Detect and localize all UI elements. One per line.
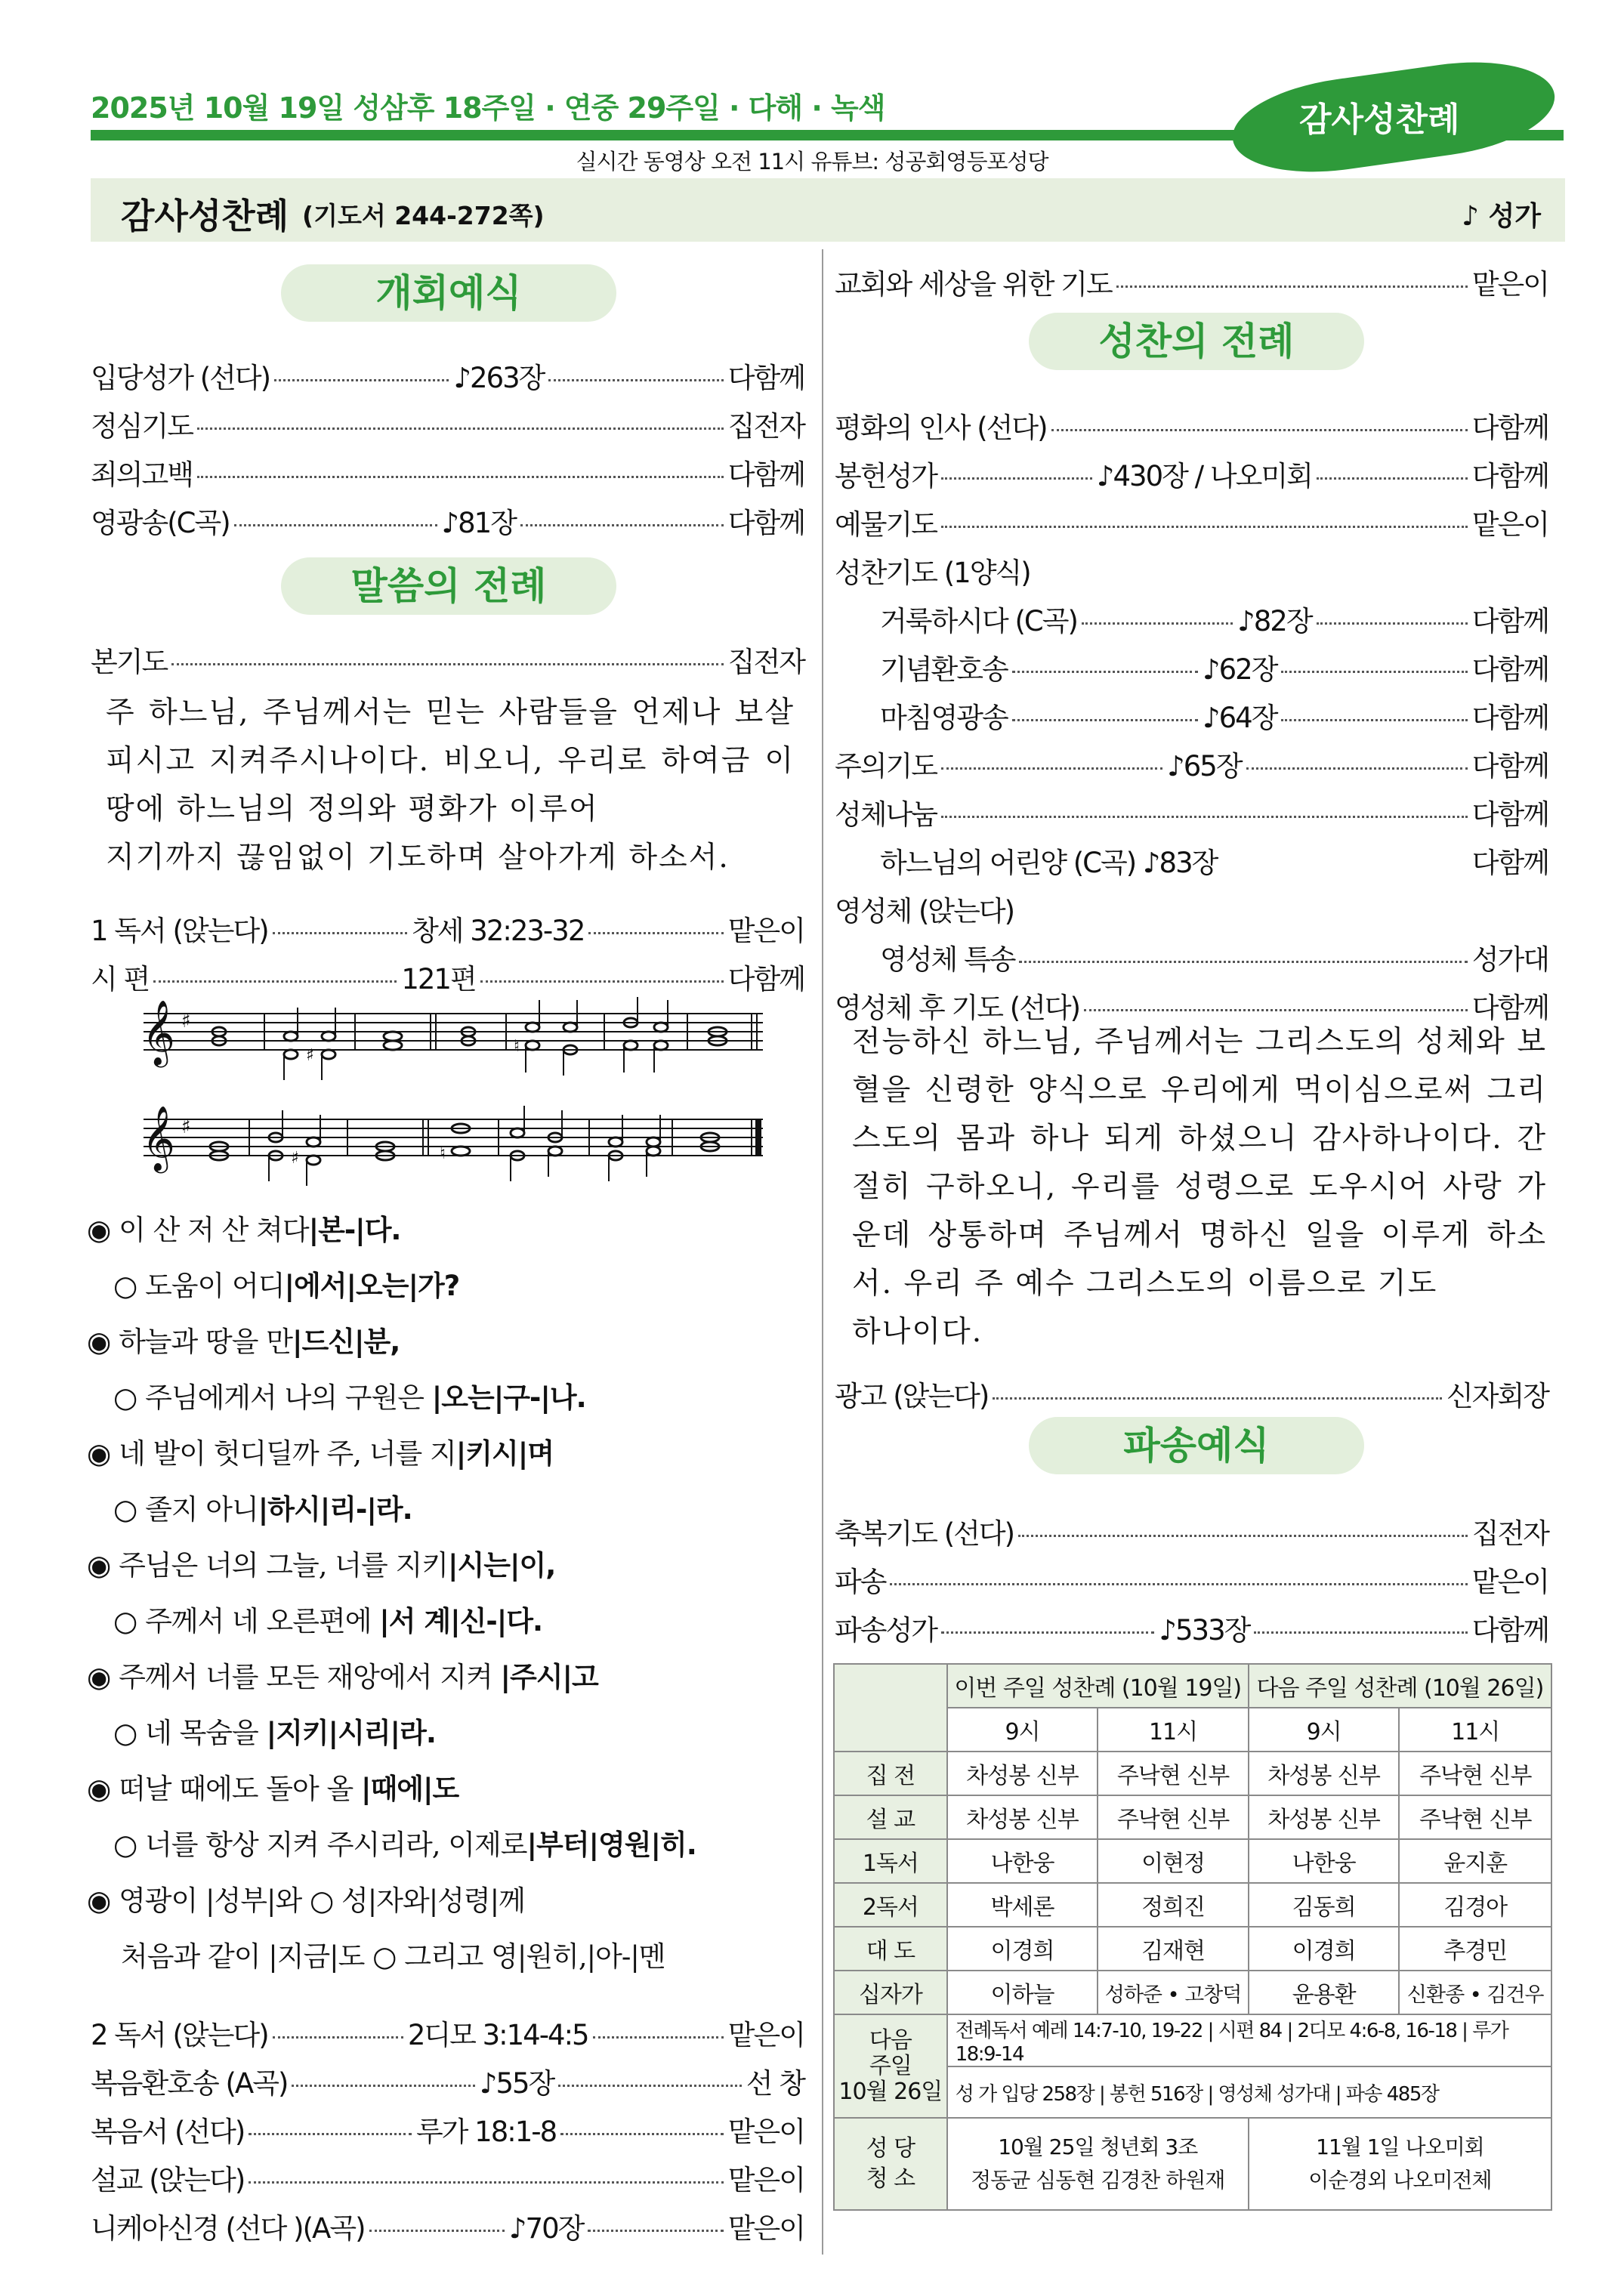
- section-dismissal: 파송예식: [1029, 1417, 1364, 1474]
- table-row: 십자가 이하늘 성하준 • 고창덕 윤용환 신환종 • 김건우: [834, 1971, 1551, 2014]
- table-row: 2독서 박세론 정희진 김동희 김경아: [834, 1883, 1551, 1927]
- order-row: 거룩하시다 (C곡) ♪82장 다함께: [880, 605, 1548, 637]
- date-line: 2025년 10월 19일 성삼후 18주일 · 연중 29주일 · 다해 · 녹색: [91, 91, 885, 125]
- page-title: 감사성찬례: [121, 196, 289, 236]
- order-row: 영성체 특송 성가대: [880, 943, 1548, 976]
- table-row: 집 전 차성봉 신부 주낙현 신부 차성봉 신부 주낙현 신부: [834, 1752, 1551, 1795]
- svg-text:𝄞: 𝄞: [142, 1000, 175, 1065]
- next-sunday-label: 다음 주일 10월 26일: [834, 2014, 947, 2118]
- hymn-list: 성 가 입당 258장 | 봉헌 516장 | 영성체 성가대 | 파송 485장: [947, 2066, 1551, 2118]
- table-row: [834, 1664, 1551, 1708]
- table-row: 1독서 나한웅 이현정 나한웅 윤지훈: [834, 1839, 1551, 1883]
- cleaning-this-week: 10월 25일 청년회 3조 정동균 심동현 김경찬 하원재: [947, 2118, 1249, 2210]
- order-row: 죄의고백 다함께: [91, 458, 804, 491]
- collect-prayer: 주 하느님, 주님께서는 믿는 사람들을 언제나 보살피시고 지켜주시나이다. 비오니, 우리로 하여금 이 땅에 하느님의 정의와 평화가 이루어 지기까지 끊임없이 기도하며 살아가게 하소서.: [106, 696, 795, 875]
- svg-text:♮: ♮: [440, 1144, 446, 1163]
- order-row: 파송 맡은이: [835, 1566, 1548, 1598]
- order-row: 시 편 121편 다함께: [91, 963, 805, 995]
- svg-text:♯: ♯: [181, 1116, 191, 1138]
- gloria-verse: 처음과 같이 |지금|도 ○ 그리고 영|원히,|아-|멘: [121, 1940, 665, 1973]
- table-row: [834, 2118, 1551, 2210]
- table-row: [834, 2014, 1551, 2066]
- order-row: 복음환호송 (A곡) ♪55장 선 창: [91, 2067, 804, 2100]
- psalm-verse: ○ 너를 항상 지켜 주시리라, 이제로|부터|영원|히.: [113, 1829, 696, 1861]
- order-row: 영성체 (앉는다): [835, 895, 1014, 927]
- order-row: 입당성가 (선다) ♪263장 다함께: [91, 362, 804, 394]
- svg-text:♮: ♮: [514, 1037, 520, 1056]
- order-row: 성찬기도 (1양식): [835, 557, 1030, 589]
- next-week-header: 다음 주일 성찬례 (10월 26일): [1249, 1664, 1551, 1708]
- gloria-verse: ◉ 영광이 |성부|와 ○ 성|자와|성령|께: [87, 1884, 525, 1917]
- order-row: 설교 (앉는다) 맡은이: [91, 2164, 804, 2196]
- order-row: 예물기도 맡은이: [835, 508, 1548, 541]
- psalm-verse: ◉ 이 산 저 산 쳐다|본-|다.: [87, 1214, 401, 1246]
- order-row: 니케아신경 (선다 )(A곡) ♪70장 맡은이: [91, 2212, 804, 2245]
- psalm-verse: ◉ 떠날 때에도 돌아 올 |때에|도: [87, 1773, 459, 1805]
- order-row: 1 독서 (앉는다) 창세 32:23-32 맡은이: [91, 915, 805, 947]
- badge-label: 감사성찬례: [1299, 100, 1460, 139]
- psalm-chant-score: [136, 997, 770, 1201]
- order-row: 교회와 세상을 위한 기도 맡은이: [835, 268, 1548, 301]
- lectionary: 전례독서 예레 14:7-10, 19-22 | 시편 84 | 2디모 4:6-8, 16-18 | 루가 18:9-14: [947, 2014, 1551, 2066]
- psalm-verse: ○ 졸지 아니|하시|리-|라.: [113, 1493, 412, 1526]
- order-row: 2 독서 (앉는다) 2디모 3:14-4:5 맡은이: [91, 2019, 805, 2051]
- psalm-verse: ○ 네 목숨을 |지키|시리|라.: [113, 1717, 436, 1749]
- psalm-verse: ○ 주께서 네 오른편에 |서 계|신-|다.: [113, 1605, 543, 1637]
- psalm-verse: ○ 도움이 어디|에서|오는|가?: [113, 1270, 460, 1302]
- order-row: 정심기도 집전자: [91, 410, 804, 443]
- psalm-verse: ○ 주님에게서 나의 구원은 |오는|구-|나.: [113, 1381, 586, 1414]
- order-row: 봉헌성가 ♪430장 / 나오미회 다함께: [835, 460, 1549, 492]
- post-communion-prayer: 전능하신 하느님, 주님께서는 그리스도의 성체와 보혈을 신령한 양식으로 우리에게 먹이심으로써 그리스도의 몸과 하나 되게 하셨으니 감사하나이다. 간절히 구하오니, 우리를 성령으로 도우시어 사랑 가운데 상통하며 주님께서 명하신 일을 이루게 하소서. 우리 주 예수 그리스도의 이름으로 기도 하나이다.: [852, 1025, 1547, 1349]
- psalm-verse: ◉ 네 발이 헛디딜까 주, 너를 지|키시|며: [87, 1437, 554, 1470]
- order-row: 축복기도 (선다) 집전자: [835, 1517, 1548, 1550]
- cleaning-next-week: 11월 1일 나오미회 이순경외 나오미전체: [1249, 2118, 1551, 2210]
- order-row: 본기도 집전자: [91, 646, 804, 678]
- column-divider: [822, 249, 823, 2255]
- section-eucharist: 성찬의 전례: [1029, 313, 1364, 370]
- order-row: 마침영광송 ♪64장 다함께: [880, 702, 1549, 734]
- service-schedule-table: [833, 1663, 1552, 2211]
- section-opening: 개회예식: [281, 264, 616, 322]
- hymn-column-label: ♪ 성가: [1461, 201, 1541, 232]
- order-row: 영광송(C곡) ♪81장 다함께: [91, 507, 805, 539]
- page-subtitle: (기도서 244-272쪽): [302, 201, 545, 230]
- table-row: 9시 11시 9시 11시: [834, 1708, 1551, 1752]
- table-row: 대 도 이경희 김재현 이경희 추경민: [834, 1927, 1551, 1971]
- table-row: 설 교 차성봉 신부 주낙현 신부 차성봉 신부 주낙현 신부: [834, 1795, 1551, 1839]
- order-row: 복음서 (선다) 루가 18:1-8 맡은이: [91, 2116, 804, 2148]
- svg-text:♯: ♯: [181, 1010, 191, 1032]
- order-row: 주의기도 ♪65장 다함께: [835, 750, 1549, 782]
- psalm-verse: ◉ 하늘과 땅을 만|드신|분,: [87, 1326, 400, 1358]
- svg-text:𝄞: 𝄞: [142, 1106, 175, 1171]
- this-week-header: 이번 주일 성찬례 (10월 19일): [947, 1664, 1249, 1708]
- order-row: 영성체 후 기도 (선다) 다함께: [835, 992, 1548, 1024]
- section-word: 말씀의 전례: [281, 557, 616, 615]
- order-row: 성체나눔 다함께: [835, 798, 1548, 831]
- psalm-verse: ◉ 주께서 너를 모든 재앙에서 지켜 |주시|고: [87, 1661, 598, 1693]
- svg-text:♯: ♯: [306, 1046, 314, 1065]
- order-row: 기념환호송 ♪62장 다함께: [880, 653, 1549, 686]
- order-row: 광고 (앉는다) 신자회장: [835, 1380, 1548, 1412]
- psalm-verse: ◉ 주님은 너의 그늘, 너를 지키|시는|이,: [87, 1549, 556, 1582]
- svg-text:♯: ♯: [291, 1149, 299, 1168]
- order-row: 하느님의 어린양 (C곡) ♪83장 다함께: [880, 847, 1548, 879]
- live-stream-notice: 실시간 동영상 오전 11시 유튜브: 성공회영등포성당: [576, 149, 1048, 174]
- order-row: 평화의 인사 (선다) 다함께: [835, 412, 1548, 444]
- order-row: 파송성가 ♪533장 다함께: [835, 1614, 1548, 1647]
- cleaning-label: 성 당 청 소: [834, 2118, 947, 2210]
